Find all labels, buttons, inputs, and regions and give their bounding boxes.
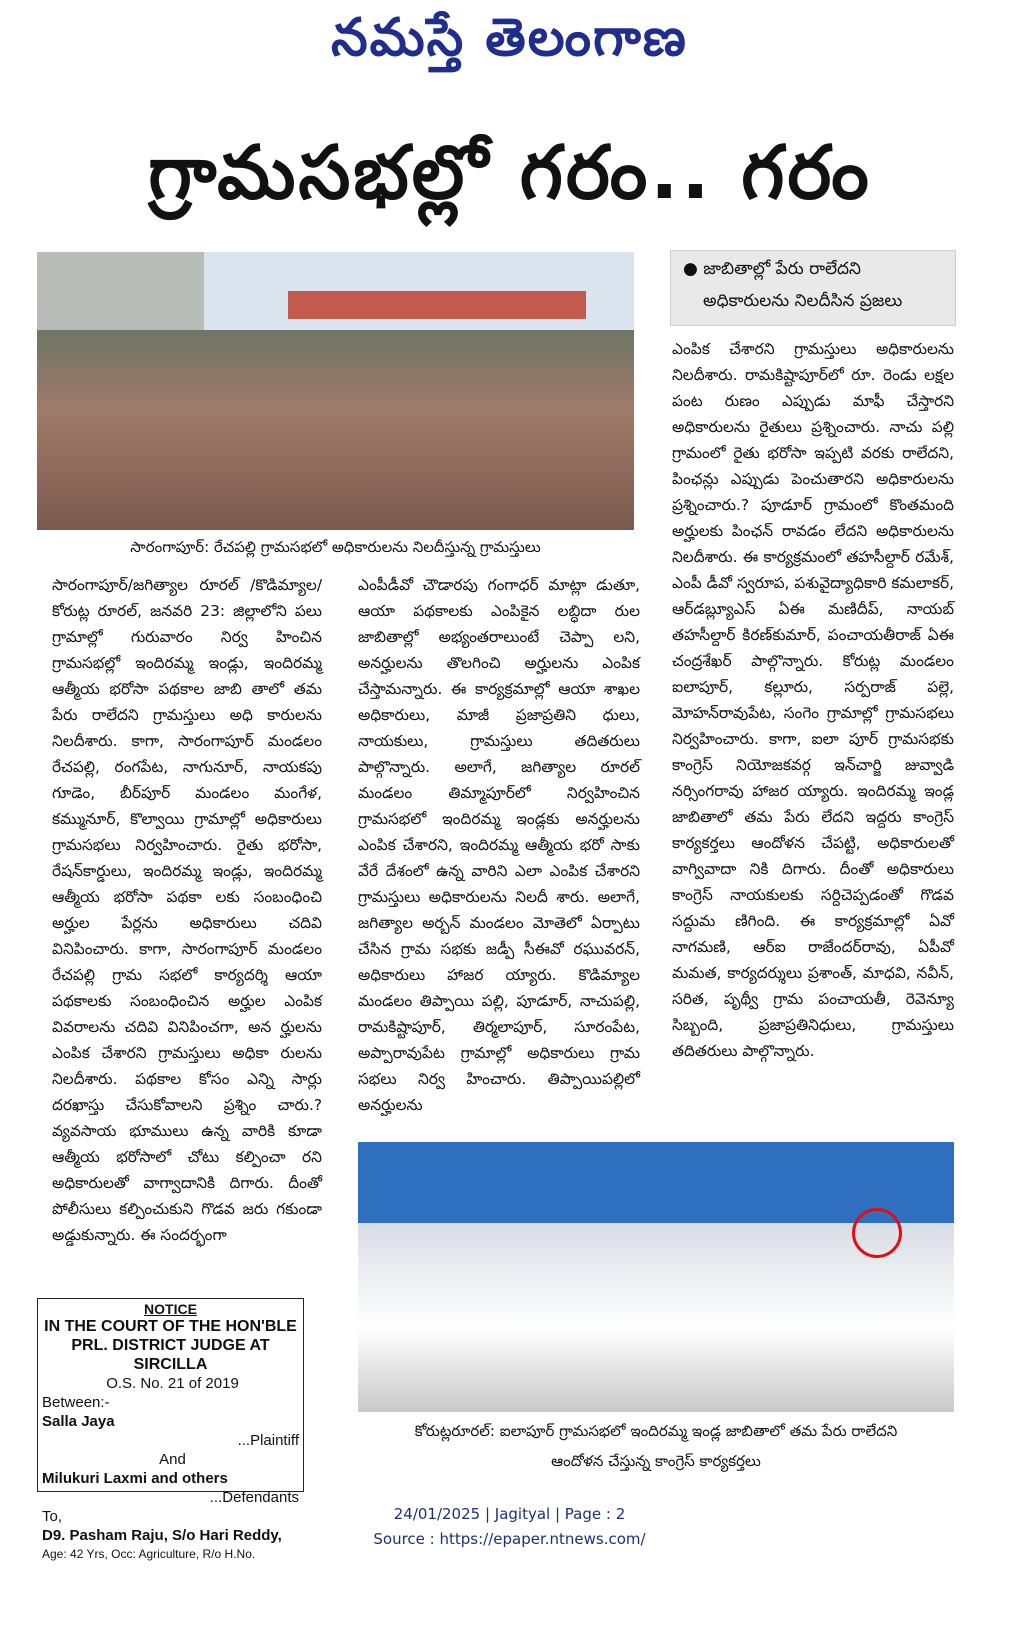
photo2-caption-line1: కోరుట్లరూరల్: ఐలాపూర్ గ్రామసభలో ఇందిరమ్మ ఇండ్ల జాబితాలో తమ పేరు రాలేదని [414, 1422, 898, 1440]
footer-source[interactable]: Source : https://epaper.ntnews.com/ [373, 1530, 646, 1548]
headline: గ్రామసభల్లో గరం.. గరం [148, 130, 872, 216]
article-column-2: ఎంపీడీవో చౌడారపు గంగాధర్ మాట్లా డుతూ, ఆయా పథకాలకు ఎంపికైన లబ్ధిదా రుల జాబితాల్లో అభ్యంతరాలుంటే చెప్పా లని, అనర్హులను తొలగించి అర్హులను ఎంపిక చేస్తామన్నారు. ఈ కార్యక్రమాల్లో ఆయా శాఖల అధికారులు, మాజీ ప్రజాప్రతిని ధులు, నాయకులు, గ్రామస్తులు తదితరులు పాల్గొన్నారు. అలాగే, జగిత్యాల రూరల్ మండలం తిమ్మాపూర్‌లో నిర్వహించిన గ్రామసభలో ఇందిరమ్మ ఇండ్లకు అనర్హులను ఎంపిక చేశారని, ఇందిరమ్మ ఆత్మీయ భరో సాకు వేరే దేశంలో ఉన్న వారిని ఎలా ఎంపిక చేశారని గ్రామస్తులు అధికారులను నిలదీ శారు. అలాగే, జగిత్యాల అర్బన్ మండలం మోతెలో ఏర్పాటు చేసిన గ్రామ సభకు జడ్పీ సీఈవో రఘువరన్, అధికారులు హాజర య్యారు. కొడిమ్యాల మండలం తిప్పాయి పల్లి, పూడూర్, నాచుపల్లి, రామకిష్టాపూర్, తిర్మలాపూర్, సూరంపేట, అప్పారావుపేట గ్రామాల్లో అధికారులు గ్రామ సభలు నిర్వ హించారు. తిప్పాయిపల్లిలో అనర్హులను [358, 576, 645, 1114]
highlight-line2: అధికారులను నిలదీసిన ప్రజలు [703, 291, 903, 311]
notice-case-number: O.S. No. 21 of 2019 [106, 1375, 239, 1392]
highlight-line1-text: జాబితాల్లో పేరు రాలేదని [703, 259, 861, 279]
notice-between: Between:- [42, 1394, 110, 1411]
notice-court-line1: IN THE COURT OF THE HON'BLE [44, 1318, 297, 1335]
notice-defendant-label: ...Defendants [209, 1489, 299, 1506]
notice-defendant-name: Milukuri Laxmi and others [42, 1470, 228, 1487]
photo1-caption: సారంగాపూర్: రేచపల్లి గ్రామసభలో అధికారులను నిలదీస్తున్న గ్రామస్తులు [130, 538, 541, 556]
photo-village-meeting [37, 252, 634, 530]
notice-addressee: D9. Pasham Raju, S/o Hari Reddy, [42, 1527, 282, 1544]
notice-and: And [159, 1451, 186, 1468]
article-column-3: ఎంపిక చేశారని గ్రామస్తులు అధికారులను నిలదీశారు. రామకిష్టాపూర్‌లో రూ. రెండు లక్షల పంట రుణం ఎప్పుడు మాఫీ చేస్తారని అధికారులను రైతులు ప్రశ్నించారు. నాచు పల్లి గ్రామంలో రైతు భరోసా ఇప్పటి వరకు రాలేదని, పింఛన్లు ఎప్పుడు పెంచుతారని అధికారులను ప్రశ్నించారు.? పూడూర్ గ్రామంలో కొంతమంది అర్హులకు పింఛన్ రావడం లేదని అధికారులను నిలదీశారు. ఈ కార్యక్రమంలో తహసీల్దార్ రమేశ్, ఎంపీ డీవో స్వరూప, పశువైద్యాధికారి కమలాకర్, ఆర్‌డబ్ల్యూఎస్ ఏఈ మణిదీప్, నాయబ్ తహసీల్దార్ కిరణ్‌కుమార్, పంచాయతీరాజ్ ఏఈ చంద్రశేఖర్ పాల్గొన్నారు. కోరుట్ల మండలం ఐలాపూర్, కల్లూరు, సర్పరాజ్ పల్లె, మోహన్‌రావుపేట, సంగెం గ్రామాల్లో గ్రామసభలు నిర్వహించారు. కాగా, ఐలా పూర్ గ్రామసభకు కాంగ్రెస్ నియోజకవర్గ ఇన్‌చార్జి జువ్వాడి నర్సింగరావు హాజర య్యారు. ఇందిరమ్మ ఇండ్ల జాబితాలో తమ పేరు లేదని ఇద్దరు కాంగ్రెస్ కార్యకర్తలు ఆందోళన చేపట్టి, అధికారులతో వాగ్వివాదా నికి దిగారు. దీంతో అధికారులు కాంగ్రెస్ నాయకులకు సర్దిచెప్పడంతో గొడవ సద్దుమ ణిగింది. ఈ కార్యక్రమాల్లో ఏవో నాగమణి, ఆర్ఐ రాజేందర్‌రావు, ఏపీవో మమత, కార్యదర్శులు ప్రశాంత్, మాధవి, నవీన్, సరిత, పృథ్వీ గ్రామ పంచాయతీ, రెవెన్యూ సిబ్బంది, ప్రజాప్రతినిధులు, గ్రామస్తులు తదితరులు పాల్గొన్నారు. [672, 340, 959, 1060]
notice-plaintiff-name: Salla Jaya [42, 1413, 115, 1430]
court-notice [37, 1298, 304, 1561]
photo2-caption-line2: ఆందోళన చేస్తున్న కాంగ్రెస్ కార్యకర్తలు [551, 1452, 761, 1470]
notice-court-line2: PRL. DISTRICT JUDGE AT SIRCILLA [71, 1337, 270, 1373]
notice-title: NOTICE [144, 1301, 197, 1317]
notice-to: To, [42, 1508, 63, 1525]
masthead: నమస్తే తెలంగాణ [331, 8, 688, 68]
highlight-box [670, 250, 956, 326]
photo-congress-protest [358, 1142, 954, 1412]
notice-plaintiff-label: ...Plaintiff [237, 1432, 299, 1449]
notice-addressee-cont: Age: 42 Yrs, Occ: Agriculture, R/o H.No. [42, 1547, 256, 1561]
footer-date-page: 24/01/2025 | Jagityal | Page : 2 [393, 1505, 626, 1523]
article-column-1: సారంగాపూర్/జగిత్యాల రూరల్ /కొడిమ్యాల/ కోరుట్ల రూరల్, జనవరి 23: జిల్లాలోని పలు గ్రామాల్లో గురువారం నిర్వ హించిన గ్రామసభల్లో ఇందిరమ్మ ఇండ్లు, ఇందిరమ్మ ఆత్మీయ భరోసా పథకాల జాబి తాలో తమ పేరు రాలేదని గ్రామస్తులు అధి కారులను నిలదీశారు. కాగా, సారంగాపూర్ మండలం రేచపల్లి, రంగపేట, నాగునూర్, నాయకపు గూడెం, బీర్‌పూర్ మండలం మంగేళ, కమ్మునూర్, కొల్వాయి గ్రామాల్లో అధికారులు గ్రామసభలు నిర్వహించారు. రైతు భరోసా, రేషన్‌కార్డులు, ఇందిరమ్మ ఇండ్లు, ఇందిరమ్మ ఆత్మీయ భరోసా పథకా లకు సంబంధించి అర్హుల పేర్లను అధికారులు చదివి వినిపించారు. కాగా, సారంగాపూర్ మండలం రేచపల్లి గ్రామ సభలో కార్యదర్శి ఆయా పథకాలకు సంబంధించిన అర్హుల ఎంపిక వివరాలను చదివి వినిపించగా, అన ర్హులను ఎంపిక చేశారని గ్రామస్తులు అధికా రులను నిలదీశారు. పథకాల కోసం ఎన్ని సార్లు దరఖాస్తు చేసుకోవాలని ప్రశ్నిం చారు.? వ్యవసాయ భూములు ఉన్న వారికి కూడా ఆత్మీయ భరోసాలో చోటు కల్పించా రని అధికారులతో వాగ్వాదానికి దిగారు. దీంతో పోలీసులు కల్పించుకుని గొడవ జరు గకుండా అడ్డుకున్నారు. ఈ సందర్భంగా [52, 576, 327, 1244]
highlight-circle [852, 1208, 902, 1258]
highlight-line1: ● జాబితాల్లో పేరు రాలేదని [683, 259, 861, 279]
